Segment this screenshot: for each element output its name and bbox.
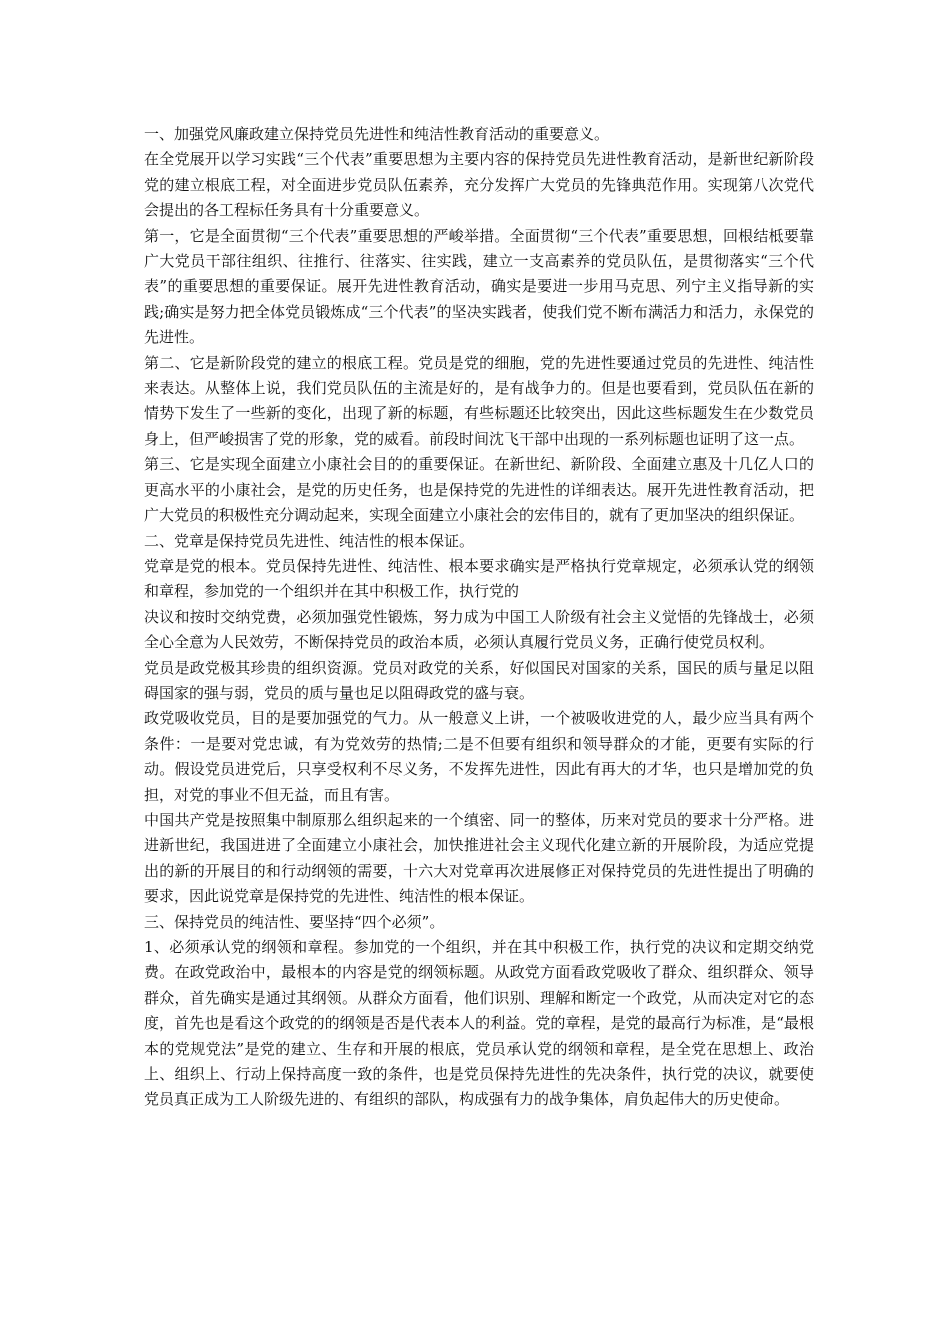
paragraph-party-constitution: 党章是党的根本。党员保持先进性、纯洁性、根本要求确实是严格执行党章规定，必须承认党的纲领和章程，参加党的一个组织并在其中积极工作，执行党的 <box>144 556 814 601</box>
document-body <box>144 122 814 1113</box>
section-heading-2: 二、党章是保持党员先进性、纯洁性的根本保证。 <box>144 531 475 550</box>
paragraph-recruiting-members: 政党吸收党员，目的是要加强党的气力。从一般意义上讲，一个被吸收进党的人，最少应当具有两个条件：一是要对党忠诚，有为党效劳的热情;二是不但要有组织和领导群众的才能，更要有实际的行动。假设党员进党后，只享受权利不尽义务，不发挥先进性，因此有再大的才华，也只是增加党的负担，对党的事业不但无益，而且有害。 <box>144 709 814 804</box>
section-heading-1: 一、加强党风廉政建立保持党员先进性和纯洁性教育活动的重要意义。 <box>144 125 610 143</box>
paragraph-must-accept-program: 1、必须承认党的纲领和章程。参加党的一个组织，并在其中积极工作，执行党的决议和定期交纳党费。在政党政治中，最根本的内容是党的纲领标题。从政党方面看政党吸收了群众、组织群众、领导群众，首先确实是通过其纲领。从群众方面看，他们识别、理解和断定一个政党，从而决定对它的态度，首先也是看这个政党的的纲领是否是代表本人的利益。党的章程，是党的最高行为标准，是“最根本的党规党法”是党的建立、生存和开展的根底，党员承认党的纲领和章程，是全党在思想上、政治上、组织上、行动上保持高度一致的条件，也是党员保持先进性的先决条件，执行党的决议，就要使党员真正成为工人阶级先进的、有组织的部队，构成强有力的战争集体，肩负起伟大的历史使命。 <box>144 938 814 1109</box>
section-heading-3: 三、保持党员的纯洁性、要坚持“四个必须”。 <box>144 912 445 931</box>
paragraph-intro: 在全党展开以学习实践“三个代表”重要思想为主要内容的保持党员先进性教育活动，是新世纪新阶段党的建立根底工程，对全面进步党员队伍素养，充分发挥广大党员的先锋典范作用。实现第八次党代会提出的各工程标任务具有十分重要意义。 <box>144 150 814 220</box>
paragraph-organizational-resource: 党员是政党极其珍贵的组织资源。党员对政党的关系，好似国民对国家的关系，国民的质与量足以阻碍国家的强与弱，党员的质与量也足以阻碍政党的盛与衰。 <box>144 658 814 702</box>
paragraph-cpc-requirements: 中国共产党是按照集中制原那么组织起来的一个缜密、同一的整体，历来对党员的要求十分严格。进进新世纪，我国进进了全面建立小康社会，加快推进社会主义现代化建立新的开展阶段，为适应党提出的新的开展目的和行动纲领的需要，十六大对党章再次进展修正对保持党员的先进性提出了明确的要求，因此说党章是保持党的先进性、纯洁性的根本保证。 <box>144 810 814 906</box>
paragraph-second-point: 第二、它是新阶段党的建立的根底工程。党员是党的细胞，党的先进性要通过党员的先进性、纯洁性来表达。从整体上说，我们党员队伍的主流是好的，是有战争力的。但是也要看到，党员队伍在新的情势下发生了一些新的变化，出现了新的标题，有些标题还比较突出，因此这些标题发生在少数党员身上，但严峻损害了党的形象，党的威看。前段时间沈飞干部中出现的一系列标题也证明了这一点。 <box>144 353 814 448</box>
paragraph-first-point: 第一，它是全面贯彻“三个代表”重要思想的严峻举措。全面贯彻“三个代表”重要思想，回根结柢要靠广大党员干部往组织、往推行、往落实、往实践，建立一支高素养的党员队伍，是贯彻落实“三个代表”的重要思想的重要保证。展开先进性教育活动，确实是要进一步用马克思、列宁主义指导新的实践;确实是努力把全体党员锻炼成“三个代表”的坚决实践者，使我们党不断布满活力和活力，永保党的先进性。 <box>144 226 814 347</box>
paragraph-third-point: 第三、它是实现全面建立小康社会目的的重要保证。在新世纪、新阶段、全面建立惠及十几亿人口的更高水平的小康社会，是党的历史任务，也是保持党的先进性的详细表达。展开先进性教育活动，把广大党员的积极性充分调动起来，实现全面建立小康社会的宏伟目的，就有了更加坚决的组织保证。 <box>144 455 814 525</box>
paragraph-party-constitution-continued: 决议和按时交纳党费，必须加强党性锻炼，努力成为中国工人阶级有社会主义觉悟的先锋战士，必须全心全意为人民效劳，不断保持党员的政治本质，必须认真履行党员义务，正确行使党员权利。 <box>144 607 814 652</box>
